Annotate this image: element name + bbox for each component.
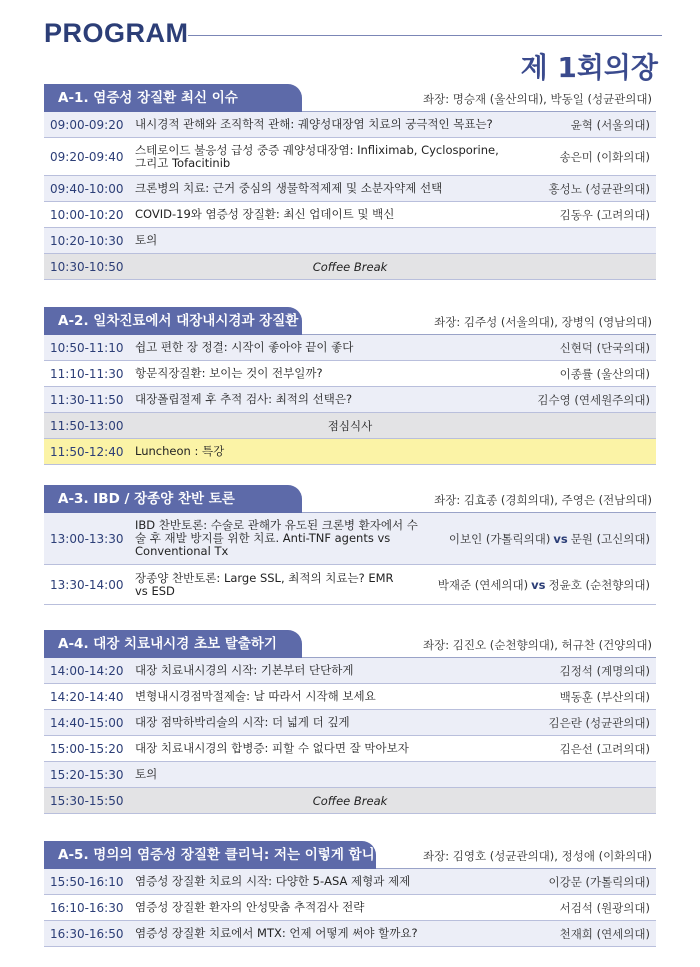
row-speaker: 천재희 (연세의대) (559, 926, 650, 941)
row-speaker (449, 531, 656, 547)
row-time: 16:10-16:30 (50, 900, 124, 915)
row-topic: 토의 (135, 233, 158, 247)
session-header (44, 84, 656, 112)
program-row (44, 138, 656, 176)
row-speaker: 송은미 (이화의대) (559, 149, 650, 164)
row-time: 10:00-10:20 (50, 207, 124, 222)
row-topic: Luncheon : 특강 (135, 444, 225, 458)
row-time: 14:20-14:40 (50, 689, 124, 704)
row-speaker: 김정석 (계명의대) (559, 663, 650, 678)
title-divider (188, 35, 662, 36)
session-header (44, 485, 656, 513)
session-a5 (44, 841, 656, 947)
row-topic: 장종양 찬반토론: Large SSL, 최적의 치료는? EMR vs ESD (135, 570, 394, 598)
row-topic: 변형내시경점막절제술: 날 따라서 시작해 보세요 (135, 689, 376, 703)
vs-label: vs (553, 531, 568, 546)
row-time: 15:00-15:20 (50, 741, 124, 756)
row-time: 13:30-14:00 (50, 577, 124, 592)
session-a3 (44, 485, 656, 605)
break-row (44, 788, 656, 814)
row-topic: 크론병의 치료: 근거 중심의 생물학적제제 및 소분자약제 선택 (135, 181, 443, 195)
speaker-con: 정윤호 (순천향의대) (548, 577, 650, 592)
program-row (44, 684, 656, 710)
session-a2 (44, 307, 656, 465)
row-speaker: 윤혁 (서울의대) (570, 117, 650, 132)
program-row (44, 112, 656, 138)
program-row (44, 736, 656, 762)
row-time: 10:30-10:50 (50, 259, 124, 274)
row-time: 09:20-09:40 (50, 149, 124, 164)
row-speaker: 백동훈 (부산의대) (559, 689, 650, 704)
session-chairs: 좌장: 김진오 (순천향의대), 허규찬 (건양의대) (423, 638, 652, 652)
row-speaker: 이강문 (가톨릭의대) (548, 874, 650, 889)
session-title: A-4. 대장 치료내시경 초보 탈출하기 (44, 630, 302, 658)
row-time: 09:00-09:20 (50, 117, 124, 132)
program-row (44, 176, 656, 202)
program-row (44, 361, 656, 387)
row-topic: 쉽고 편한 장 정결: 시작이 좋아야 끝이 좋다 (135, 340, 354, 354)
row-time: 14:40-15:00 (50, 715, 124, 730)
row-speaker: 홍성노 (성균관의대) (548, 181, 650, 196)
row-time: 11:50-13:00 (50, 418, 124, 433)
session-title: A-5. 명의의 염증성 장질환 클리닉: 저는 이렇게 합니다! (44, 841, 376, 869)
program-row (44, 335, 656, 361)
program-row (44, 895, 656, 921)
program-row (44, 658, 656, 684)
session-header (44, 307, 656, 335)
program-row (44, 710, 656, 736)
row-time: 11:10-11:30 (50, 366, 124, 381)
session-chairs: 좌장: 김영호 (성균관의대), 정성애 (이화의대) (423, 849, 652, 863)
program-row (44, 869, 656, 895)
session-header (44, 630, 656, 658)
session-header (44, 841, 656, 869)
program-row (44, 439, 656, 465)
row-topic: 대장 치료내시경의 시작: 기본부터 단단하게 (135, 663, 354, 677)
row-topic: IBD 찬반토론: 수술로 관해가 유도된 크론병 환자에서 수술 후 재발 방지를 위한 치료. Anti-TNF agents vs Conventional Tx (135, 518, 418, 558)
session-title: A-2. 일차진료에서 대장내시경과 장질환 (44, 307, 302, 335)
session-title: A-1. 염증성 장질환 최신 이슈 (44, 84, 302, 112)
speaker-pro: 이보인 (가톨릭의대) (448, 531, 551, 546)
row-time: 11:30-11:50 (50, 392, 124, 407)
program-row (44, 565, 656, 605)
speaker-con: 문원 (고신의대) (570, 531, 650, 546)
session-a1 (44, 84, 656, 280)
row-speaker: 이종률 (울산의대) (559, 366, 650, 381)
page-title: PROGRAM (44, 18, 189, 48)
row-speaker: 김동우 (고려의대) (559, 207, 650, 222)
vs-label: vs (531, 577, 546, 592)
row-topic: 염증성 장질환 치료에서 MTX: 언제 어떻게 써야 할까요? (135, 926, 418, 940)
row-speaker: 김은선 (고려의대) (559, 741, 650, 756)
break-label: Coffee Break (312, 793, 388, 808)
row-speaker: 김은란 (성균관의대) (548, 715, 650, 730)
session-title: A-3. IBD / 장종양 찬반 토론 (44, 485, 302, 513)
row-speaker: 김수영 (연세원주의대) (537, 392, 650, 407)
row-topic: 토의 (135, 767, 158, 781)
program-row (44, 762, 656, 788)
row-time: 11:50-12:40 (50, 444, 124, 459)
program-row (44, 513, 656, 565)
row-time: 15:20-15:30 (50, 767, 124, 782)
row-topic: 대장 치료내시경의 합병증: 피할 수 없다면 잘 막아보자 (135, 741, 409, 755)
row-time: 09:40-10:00 (50, 181, 124, 196)
row-time: 15:30-15:50 (50, 793, 124, 808)
program-row (44, 228, 656, 254)
break-row (44, 413, 656, 439)
break-row (44, 254, 656, 280)
row-topic: 내시경적 관해와 조직학적 관해: 궤양성대장염 치료의 궁극적인 목표는? (135, 117, 493, 131)
session-chairs: 좌장: 김주성 (서울의대), 장병익 (영남의대) (434, 315, 652, 329)
row-time: 14:00-14:20 (50, 663, 124, 678)
row-topic: 염증성 장질환 치료의 시작: 다양한 5-ASA 제형과 제제 (135, 874, 411, 888)
row-topic: 대장폴립절제 후 추적 검사: 최적의 선택은? (135, 392, 353, 406)
speaker-pro: 박재준 (연세의대) (437, 577, 529, 592)
row-speaker: 서검석 (원광의대) (559, 900, 650, 915)
session-chairs: 좌장: 명승재 (울산의대), 박동일 (성균관의대) (423, 92, 652, 106)
program-row (44, 202, 656, 228)
row-time: 16:30-16:50 (50, 926, 124, 941)
row-speaker (438, 577, 656, 593)
break-label: Coffee Break (312, 259, 388, 274)
row-topic: 염증성 장질환 환자의 안성맞춤 추적검사 전략 (135, 900, 365, 914)
row-topic: 스테로이드 불응성 급성 중증 궤양성대장염: Infliximab, Cyclosporine, 그리고 Tofacitinib (135, 142, 499, 170)
row-time: 15:50-16:10 (50, 874, 124, 889)
break-label: 점심식사 (327, 418, 373, 433)
row-time: 10:50-11:10 (50, 340, 124, 355)
room-title: 제 1회의장 (520, 51, 658, 84)
program-row (44, 921, 656, 947)
row-topic: 대장 점막하박리술의 시작: 더 넓게 더 깊게 (135, 715, 350, 729)
row-topic: 항문직장질환: 보이는 것이 전부일까? (135, 366, 323, 380)
session-chairs: 좌장: 김효종 (경희의대), 주영은 (전남의대) (434, 493, 652, 507)
row-time: 10:20-10:30 (50, 233, 124, 248)
session-a4 (44, 630, 656, 814)
row-time: 13:00-13:30 (50, 531, 124, 546)
row-topic: COVID-19와 염증성 장질환: 최신 업데이트 및 백신 (135, 207, 395, 221)
program-row (44, 387, 656, 413)
row-speaker: 신현덕 (단국의대) (559, 340, 650, 355)
